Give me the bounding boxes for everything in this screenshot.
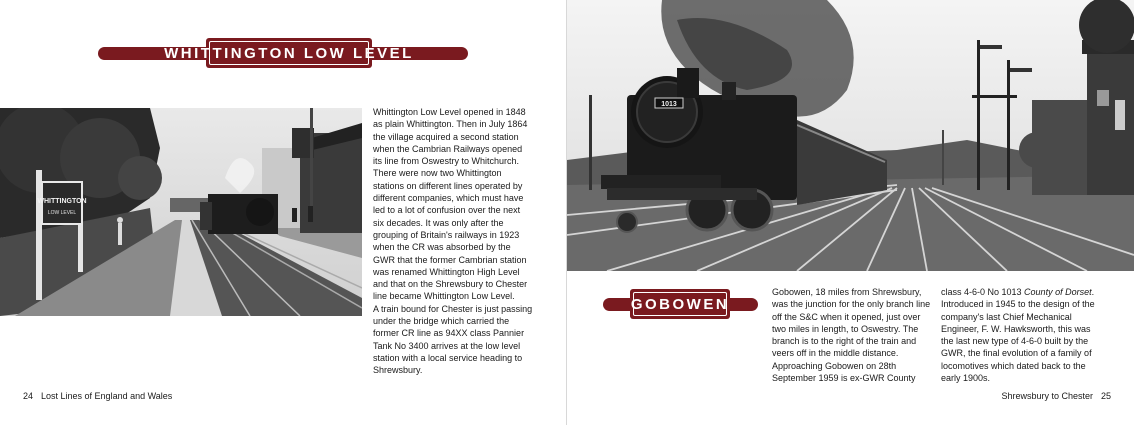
gobowen-loco-name: County of Dorset <box>1024 287 1092 297</box>
nameboard-subtext: LOW LEVEL <box>47 210 77 216</box>
gobowen-text-col2 <box>941 286 1101 384</box>
left-folio <box>23 391 172 401</box>
gobowen-col2-post: . Introduced in 1945 to the design of the company's last Chief Mechanical Engineer, F. W. Hawksworth, this was the last new type of 4-6-0 built by the GWR, the final evolution of a family of locomotives which dated back to the early 1900s. <box>941 287 1095 384</box>
gobowen-banner <box>603 289 758 319</box>
right-page-number: 25 <box>1100 391 1111 401</box>
gobowen-photo <box>567 0 1134 271</box>
banner-plate <box>630 289 730 319</box>
banner-plate <box>164 38 414 68</box>
gobowen-text-col1 <box>772 286 934 384</box>
gobowen-photo-graphic <box>567 0 1134 271</box>
gobowen-col2-pre: class 4-6-0 No 1013 <box>941 287 1025 297</box>
right-running-title: Shrewsbury to Chester <box>1001 391 1093 401</box>
whittington-paragraph-1: Whittington Low Level opened in 1848 as plain Whittington. Then in July 1864 the village acquired a second station when the Cambrian Railways opened its line from Oswestry to Whitchurch. There were now two Whittington stations on different lines operated by different companies, which must have led to a lot of confusion over the next six decades. It was only after the grouping of Britain's railways in 1923 when the CR was absorbed by the GWR that the former Cambrian station was renamed Whittington High Level and that on the Shrewsbury to Chester line became Whittington Low Level. <box>373 107 528 302</box>
loco-number-plate: 1013 <box>661 101 677 108</box>
whittington-photo-graphic <box>0 108 362 316</box>
nameboard-text: WHITTINGTON <box>37 198 87 205</box>
banner-title: WHITTINGTON LOW LEVEL <box>164 44 414 62</box>
whittington-banner <box>98 38 468 68</box>
left-page-number: 24 <box>23 391 34 401</box>
right-page <box>567 0 1134 425</box>
left-page <box>0 0 566 425</box>
whittington-paragraph-2: A train bound for Chester is just passing under the bridge which carried the former CR line as 94XX class Pannier Tank No 3400 arrives at the low level station with a local service heading to Shrewsbury. <box>373 303 533 376</box>
right-folio <box>1001 391 1111 401</box>
gobowen-paragraph-2 <box>941 286 1101 384</box>
gobowen-paragraph-1: Gobowen, 18 miles from Shrewsbury, was the junction for the only branch line off the S&C when it opened, just over two miles in length, to Oswestry. The branch is to the right of the train and veers off in the middle distance. Approaching Gobowen on 28th September 1959 is ex-GWR County <box>772 287 931 384</box>
whittington-text <box>373 106 533 377</box>
banner-title: GOBOWEN <box>630 295 730 313</box>
whittington-photo <box>0 108 362 316</box>
left-running-title: Lost Lines of England and Wales <box>41 391 173 401</box>
